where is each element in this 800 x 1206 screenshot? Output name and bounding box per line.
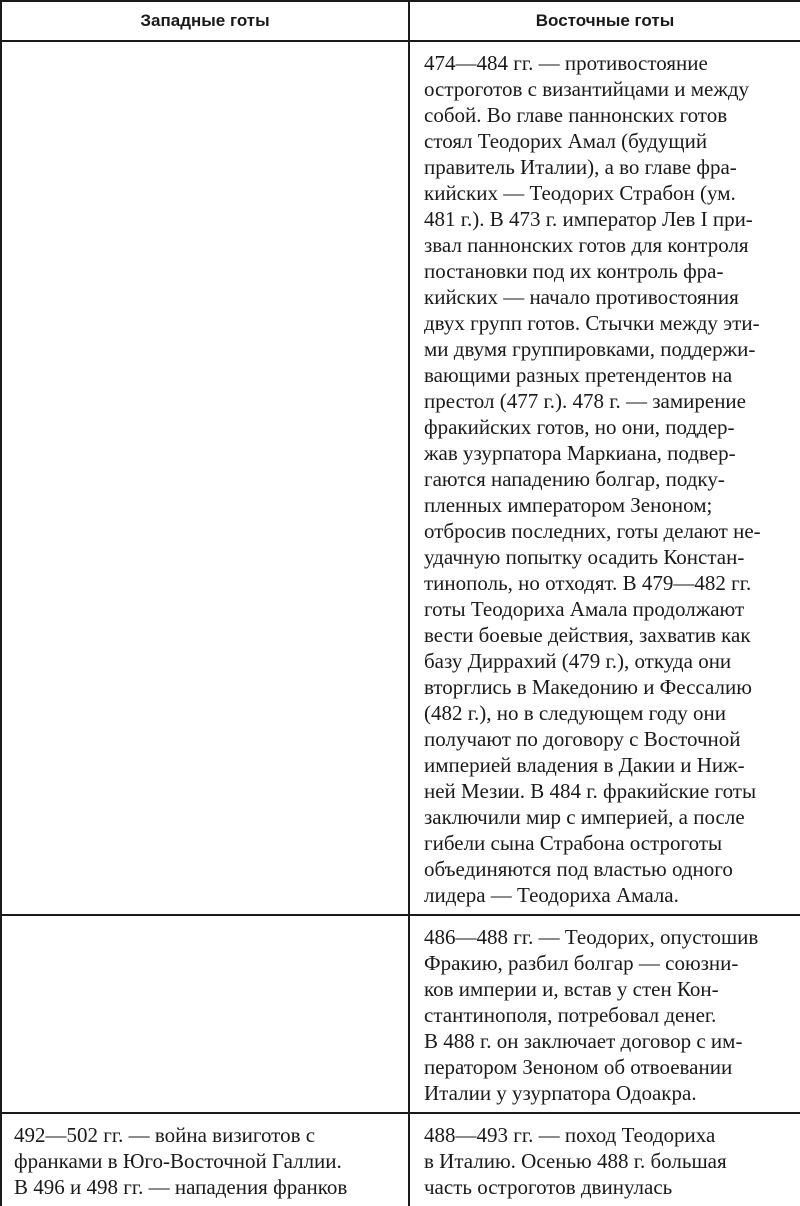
text-line: Фракию, разбил болгар — союзни-	[424, 951, 739, 975]
east-goths-cell-486-488	[409, 915, 800, 1113]
east-goths-cell-474-484	[409, 41, 800, 915]
text-line: ператором Зеноном об отвоевании	[424, 1055, 733, 1079]
text-line: ми двумя группировками, поддержи-	[424, 337, 756, 361]
text-line: правитель Италии), а во главе фра-	[424, 155, 737, 179]
text-line: ней Мезии. В 484 г. фракийские готы	[424, 779, 757, 803]
text-line: Италии у узурпатора Одоакра.	[424, 1081, 697, 1105]
text-line: остроготов с византийцами и между	[424, 77, 750, 101]
east-goths-cell-488-493	[409, 1113, 800, 1206]
text-line: постановки под их контроль фра-	[424, 259, 724, 283]
text-line: 486—488 гг. — Теодорих, опустошив	[424, 925, 759, 949]
text-line: кийских — Теодорих Страбон (ум.	[424, 181, 736, 205]
text-line: ков империи и, встав у стен Кон-	[424, 977, 719, 1001]
text-line: жав узурпатора Маркиана, подвер-	[424, 441, 736, 465]
text-line: кийских — начало противостояния	[424, 285, 739, 309]
text-line: стантинополя, потребовал денег.	[424, 1003, 717, 1027]
text-line: 481 г.). В 473 г. император Лев I при-	[424, 207, 753, 231]
header-west-goths: Западные готы	[1, 1, 409, 41]
west-goths-cell-empty	[1, 915, 409, 1113]
text-line: удачную попытку осадить Констан-	[424, 545, 745, 569]
text-line: получают по договору с Восточной	[424, 727, 741, 751]
table-row	[1, 1113, 800, 1206]
text-line: В 488 г. он заключает договор с им-	[424, 1029, 743, 1053]
text-line: (482 г.), но в следующем году они	[424, 701, 727, 725]
text-line: собой. Во главе паннонских готов	[424, 103, 728, 127]
text-line: объединяются под властью одного	[424, 857, 733, 881]
text-line: звал паннонских готов для контроля	[424, 233, 749, 257]
text-line: тинополь, но отходят. В 479—482 гг.	[424, 571, 752, 595]
text-line: 474—484 гг. — противостояние	[424, 51, 708, 75]
text-line: лидера — Теодориха Амала.	[424, 883, 679, 907]
text-line: В 496 и 498 гг. — нападения франков	[14, 1175, 348, 1199]
text-line: вести боевые действия, захватив как	[424, 623, 751, 647]
header-east-goths: Восточные готы	[409, 1, 800, 41]
text-line: заключили мир с империей, а после	[424, 805, 745, 829]
text-line: вающими разных претендентов на	[424, 363, 733, 387]
text-line: отбросив последних, готы делают не-	[424, 519, 761, 543]
text-line: гибели сына Страбона остроготы	[424, 831, 723, 855]
text-line: империей владения в Дакии и Ниж-	[424, 753, 745, 777]
text-line: вторглись в Македонию и Фессалию	[424, 675, 752, 699]
text-line: стоял Теодорих Амал (будущий	[424, 129, 708, 153]
text-line: 492—502 гг. — война визиготов с	[14, 1123, 316, 1147]
text-line: гаются нападению болгар, подку-	[424, 467, 725, 491]
text-line: фракийских готов, но они, поддер-	[424, 415, 735, 439]
text-line: франками в Юго-Восточной Галлии.	[14, 1149, 342, 1173]
text-line: престол (477 г.). 478 г. — замирение	[424, 389, 746, 413]
west-goths-cell-492-502	[1, 1113, 409, 1206]
text-line: в Италию. Осенью 488 г. большая	[424, 1149, 727, 1173]
table-row	[1, 41, 800, 915]
text-line: 488—493 гг. — поход Теодориха	[424, 1123, 716, 1147]
table-row	[1, 915, 800, 1113]
text-line: базу Диррахий (479 г.), откуда они	[424, 649, 732, 673]
text-line: часть остроготов двинулась	[424, 1175, 673, 1199]
text-line: двух групп готов. Стычки между эти-	[424, 311, 760, 335]
west-goths-cell-empty	[1, 41, 409, 915]
text-line: пленных императором Зеноном;	[424, 493, 713, 517]
table-header-row	[1, 1, 800, 41]
text-line: готы Теодориха Амала продолжают	[424, 597, 745, 621]
